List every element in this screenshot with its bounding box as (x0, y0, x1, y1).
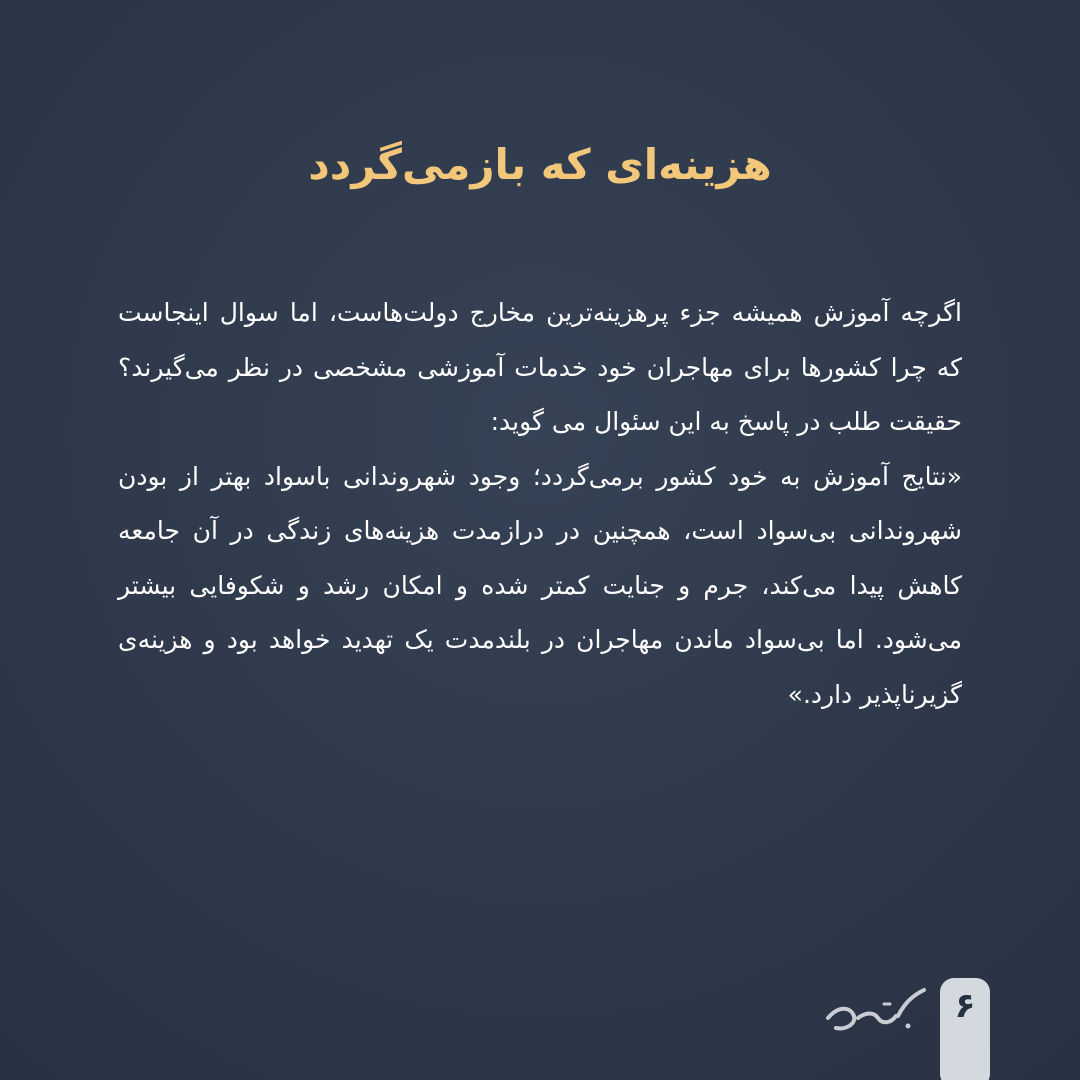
paragraph-quote: «نتایج آموزش به خود کشور برمی‌گردد؛ وجود شهروندانی باسواد بهتر از بودن شهروندانی بی‌سواد است، همچنین در درازمدت هزینه‌های زندگی در آن جامعه کاهش پیدا می‌کند، جرم و جنایت کمتر شده و امکان رشد و شکوفایی بیشتر می‌شود. اما بی‌سواد ماندن مهاجران در بلندمدت یک تهدید خواهد بود و هزینه‌ی گزیرناپذیر دارد.» (118, 461, 962, 709)
article-body (118, 286, 962, 722)
page-number: ۶ (954, 986, 976, 1026)
paragraph-intro: اگرچه آموزش همیشه جزء پرهزینه‌ترین مخارج دولت‌هاست، اما سوال اینجاست که چرا کشورها برای مهاجران خود خدمات آموزشی مشخصی در نظر می‌گیرند؟ حقیقت طلب در پاسخ به این سئوال می گوید: (118, 298, 962, 436)
page-title: هزینه‌ای که بازمی‌گردد (308, 140, 772, 189)
brand-logo (818, 982, 930, 1038)
